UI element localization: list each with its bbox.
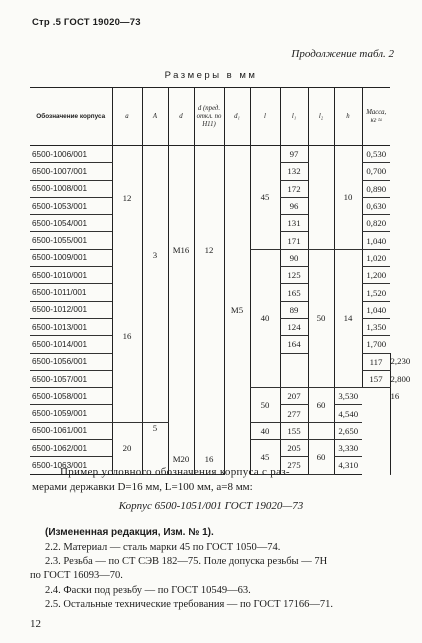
l-cell: 45 bbox=[250, 440, 280, 475]
d-cell: M16 bbox=[168, 146, 194, 354]
code-cell: 6500-1061/001 bbox=[30, 422, 112, 439]
l1-cell: 205 bbox=[280, 440, 308, 457]
a-cell: 20 bbox=[112, 422, 142, 474]
table-header-row bbox=[30, 88, 390, 146]
a-cell: 12 bbox=[112, 146, 142, 250]
l1-cell: 172 bbox=[280, 180, 308, 197]
dh11-cell: 16 bbox=[194, 353, 224, 474]
paragraph-2-3-cont: по ГОСТ 16093—70. bbox=[30, 570, 123, 581]
h-cell: 14 bbox=[334, 249, 362, 387]
code-cell: 6500-1054/001 bbox=[30, 215, 112, 232]
code-cell: 6500-1008/001 bbox=[30, 180, 112, 197]
dh11-cell: 12 bbox=[194, 146, 224, 354]
mass-cell: 1,700 bbox=[362, 336, 390, 353]
header-l2: l₂ bbox=[308, 88, 334, 146]
h-cell: 10 bbox=[334, 146, 362, 250]
d1-cell: M5 bbox=[224, 146, 250, 475]
mass-cell: 1,020 bbox=[362, 249, 390, 266]
l1-cell: 277 bbox=[280, 405, 308, 422]
page-number: 12 bbox=[30, 618, 41, 630]
mass-cell: 0,530 bbox=[362, 146, 390, 163]
header-A: A bbox=[142, 88, 168, 146]
code-cell: 6500-1055/001 bbox=[30, 232, 112, 249]
header-h: h bbox=[334, 88, 362, 146]
l1-cell: 131 bbox=[280, 215, 308, 232]
A-cell: 5 bbox=[142, 422, 168, 474]
mass-cell: 2,650 bbox=[334, 422, 362, 439]
header-mass: Масса, кг ≈ bbox=[362, 88, 390, 146]
table-row: 6500-1057/001 157 2,800 bbox=[30, 370, 390, 387]
l1-cell: 124 bbox=[280, 318, 308, 335]
l1-cell: 97 bbox=[280, 146, 308, 163]
designation-example: Корпус 6500-1051/001 ГОСТ 19020—73 bbox=[118, 500, 304, 512]
mass-cell: 3,530 bbox=[334, 388, 362, 405]
l-cell: 40 bbox=[250, 249, 280, 387]
l1-cell: 164 bbox=[280, 336, 308, 353]
l1-cell: 171 bbox=[280, 232, 308, 249]
code-cell: 6500-1063/001 bbox=[30, 457, 112, 474]
l1-cell: 132 bbox=[280, 163, 308, 180]
paragraph-2-2: 2.2. Материал — сталь марки 45 по ГОСТ 1050—74. bbox=[45, 542, 281, 553]
sizes-caption: Размеры в мм bbox=[164, 70, 258, 81]
mass-cell: 1,040 bbox=[362, 301, 390, 318]
l1-cell: 155 bbox=[280, 422, 308, 439]
header-d1: d₁ bbox=[224, 88, 250, 146]
code-cell: 6500-1059/001 bbox=[30, 405, 112, 422]
header-d-h11: d (пред. откл. по H11) bbox=[194, 88, 224, 146]
header-l: l bbox=[250, 88, 280, 146]
header-a: a bbox=[112, 88, 142, 146]
continuation-label: Продолжение табл. 2 bbox=[291, 48, 394, 60]
mass-cell: 0,820 bbox=[362, 215, 390, 232]
mass-cell: 1,200 bbox=[362, 267, 390, 284]
mass-cell: 1,040 bbox=[362, 232, 390, 249]
example-heading: Пример условного обозначения корпуса с раз- bbox=[60, 466, 290, 478]
l1-cell: 157 bbox=[362, 370, 390, 387]
code-cell: 6500-1010/001 bbox=[30, 267, 112, 284]
l1-cell: 117 bbox=[362, 353, 390, 370]
code-cell: 6500-1014/001 bbox=[30, 336, 112, 353]
header-d: d bbox=[168, 88, 194, 146]
code-cell: 6500-1007/001 bbox=[30, 163, 112, 180]
code-cell: 6500-1009/001 bbox=[30, 249, 112, 266]
code-cell: 6500-1058/001 bbox=[30, 388, 112, 405]
header-designation: Обозначение корпуса bbox=[30, 88, 112, 146]
d-cell: M20 bbox=[168, 353, 194, 474]
mass-cell: 3,330 bbox=[334, 440, 362, 457]
amendment-note: (Измененная редакция, Изм. № 1). bbox=[45, 527, 214, 538]
mass-cell: 4,540 bbox=[334, 405, 362, 422]
example-text: мерами державки D=16 мм, L=100 мм, a=8 мм: bbox=[32, 481, 253, 493]
l-cell: 50 bbox=[250, 388, 280, 423]
mass-cell: 0,890 bbox=[362, 180, 390, 197]
code-cell: 6500-1012/001 bbox=[30, 301, 112, 318]
table-row bbox=[30, 146, 390, 163]
page-header: Стр .5 ГОСТ 19020—73 bbox=[32, 17, 141, 28]
header-l1: l₁ bbox=[280, 88, 308, 146]
paragraph-2-5: 2.5. Остальные технические требования — по ГОСТ 17166—71. bbox=[45, 599, 333, 610]
l1-cell: 275 bbox=[280, 457, 308, 474]
code-cell: 6500-1053/001 bbox=[30, 197, 112, 214]
l2-cell: 60 bbox=[308, 388, 334, 423]
l2-cell: 60 bbox=[308, 440, 334, 475]
code-cell: 6500-1056/001 bbox=[30, 353, 112, 370]
mass-cell: 0,700 bbox=[362, 163, 390, 180]
l1-cell: 125 bbox=[280, 267, 308, 284]
paragraph-2-3: 2.3. Резьба — по СТ СЭВ 182—75. Поле допуска резьбы — 7H bbox=[45, 556, 328, 567]
code-cell: 6500-1062/001 bbox=[30, 440, 112, 457]
A-cell: 3 bbox=[142, 249, 168, 422]
l1-cell: 207 bbox=[280, 388, 308, 405]
l1-cell: 96 bbox=[280, 197, 308, 214]
mass-cell: 1,350 bbox=[362, 318, 390, 335]
l2-cell: 50 bbox=[308, 249, 334, 387]
table-row: 6500-1056/001 M20 16 117 16 2,230 bbox=[30, 353, 390, 370]
code-cell: 6500-1006/001 bbox=[30, 146, 112, 163]
mass-cell: 1,520 bbox=[362, 284, 390, 301]
code-cell: 6500-1011/001 bbox=[30, 284, 112, 301]
l-cell: 45 bbox=[250, 146, 280, 250]
paragraph-2-4: 2.4. Фаски под резьбу — по ГОСТ 10549—63. bbox=[45, 585, 251, 596]
l1-cell: 89 bbox=[280, 301, 308, 318]
code-cell: 6500-1057/001 bbox=[30, 370, 112, 387]
l-cell: 40 bbox=[250, 422, 280, 439]
mass-cell: 4,310 bbox=[334, 457, 362, 474]
dimensions-table bbox=[30, 87, 411, 475]
a-cell: 16 bbox=[112, 249, 142, 422]
code-cell: 6500-1013/001 bbox=[30, 318, 112, 335]
l1-cell: 165 bbox=[280, 284, 308, 301]
mass-cell: 0,630 bbox=[362, 197, 390, 214]
l1-cell: 90 bbox=[280, 249, 308, 266]
